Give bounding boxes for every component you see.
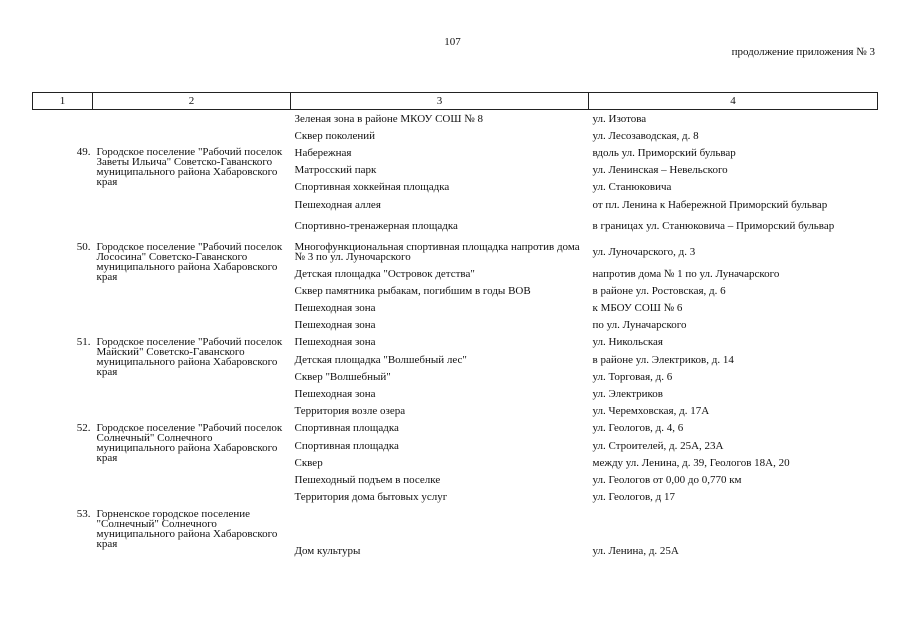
column-header: 2 [93, 93, 291, 110]
continuation-note: продолжение приложения № 3 [731, 46, 875, 58]
settlement-name: Городское поселение "Рабочий поселок Лососина" Советско-Гаванского муниципального района Хабаровского края [96, 241, 283, 284]
row-number: 52. [76, 421, 91, 434]
table-row [33, 239, 878, 265]
settlement-name: Городское поселение "Рабочий поселок Солнечный" Солнечного муниципального района Хабаровского края [96, 421, 283, 464]
object-name: Матросский парк [294, 164, 377, 177]
settlement-name: Городское поселение "Рабочий поселок Заветы Ильича" Советско-Гаванского муниципального района Хабаровского края [96, 146, 283, 189]
row-number: 49. [76, 146, 91, 159]
object-address: от пл. Ленина к Набережной Приморский бульвар [592, 198, 828, 211]
object-address: ул. Геологов, д. 4, 6 [592, 422, 684, 435]
object-name: Пешеходная аллея [294, 198, 381, 211]
settlement-name: Горненское городское поселение "Солнечный" Солнечного муниципального района Хабаровского края [96, 507, 278, 550]
object-address: в районе ул. Ростовская, д. 6 [592, 284, 726, 297]
table-row [33, 144, 878, 161]
settlement-name [93, 110, 291, 145]
object-address: ул. Лесозаводская, д. 8 [592, 129, 699, 142]
column-header: 4 [589, 93, 878, 110]
object-address: напротив дома № 1 по ул. Луначарского [592, 267, 780, 280]
settlement-name: Городское поселение "Рабочий поселок Майский" Советско-Гаванского муниципального района Хабаровского края [96, 335, 283, 378]
object-name: Спортивная хоккейная площадка [294, 181, 450, 194]
table-row [33, 420, 878, 437]
object-address: ул. Ленинская – Невельского [592, 164, 728, 177]
table-body [33, 110, 878, 556]
object-name: Детская площадка "Волшебный лес" [294, 353, 467, 366]
object-address: по ул. Луначарского [592, 319, 687, 332]
row-number [33, 110, 93, 145]
object-address: ул. Луночарского, д. 3 [592, 246, 696, 259]
object-name: Детская площадка "Островок детства" [294, 267, 475, 280]
object-name: Спортивная площадка [294, 439, 399, 452]
object-address: в районе ул. Электриков, д. 14 [592, 353, 734, 366]
page-number: 107 [444, 36, 461, 48]
object-name: Пешеходная зона [294, 302, 376, 315]
object-name: Зеленая зона в районе МКОУ СОШ № 8 [294, 112, 483, 125]
object-name: Набережная [294, 146, 352, 159]
object-name: Сквер "Волшебный" [294, 370, 391, 383]
object-name: Пешеходная зона [294, 319, 376, 332]
object-name: Пешеходный подъем в поселке [294, 473, 441, 486]
object-address: вдоль ул. Приморский бульвар [592, 146, 736, 159]
appendix-table [32, 92, 878, 556]
object-name: Территория дома бытовых услуг [294, 491, 448, 504]
row-number: 50. [76, 241, 91, 254]
object-name: Пешеходная зона [294, 336, 376, 349]
row-number: 51. [76, 335, 91, 348]
object-address: ул. Никольская [592, 336, 663, 349]
object-address: ул. Черемховская, д. 17А [592, 405, 710, 418]
object-address: ул. Электриков [592, 388, 664, 401]
table-row [33, 506, 878, 556]
object-address: между ул. Ленина, д. 39, Геологов 18А, 20 [592, 456, 790, 469]
object-name: Сквер поколений [294, 129, 376, 142]
table-row [33, 334, 878, 351]
object-name: Сквер [294, 456, 323, 469]
object-address: ул. Строителей, д. 25А, 23А [592, 439, 724, 452]
object-name: Спортивная площадка [294, 422, 399, 435]
object-name: Территория возле озера [294, 405, 406, 418]
object-address: ул. Изотова [592, 112, 647, 125]
object-address: ул. Геологов от 0,00 до 0,770 км [592, 473, 742, 486]
object-name: Многофункциональная спортивная площадка напротив дома № 3 по ул. Луночарского [294, 241, 580, 264]
object-address: в границах ул. Станюковича – Приморский бульвар [592, 220, 835, 233]
row-number: 53. [76, 507, 91, 520]
object-address: к МБОУ СОШ № 6 [592, 302, 683, 315]
table-row [33, 110, 878, 128]
object-name: Спортивно-тренажерная площадка [294, 220, 458, 233]
object-name: Сквер памятника рыбакам, погибшим в годы ВОВ [294, 284, 531, 297]
object-address: ул. Станюковича [592, 181, 672, 194]
table-header-row [33, 93, 878, 110]
object-name: Дом культуры [294, 544, 361, 557]
column-header: 3 [291, 93, 589, 110]
object-address: ул. Ленина, д. 25А [592, 544, 679, 557]
object-address: ул. Торговая, д. 6 [592, 370, 673, 383]
object-address: ул. Геологов, д 17 [592, 491, 676, 504]
object-name: Пешеходная зона [294, 388, 376, 401]
column-header: 1 [33, 93, 93, 110]
